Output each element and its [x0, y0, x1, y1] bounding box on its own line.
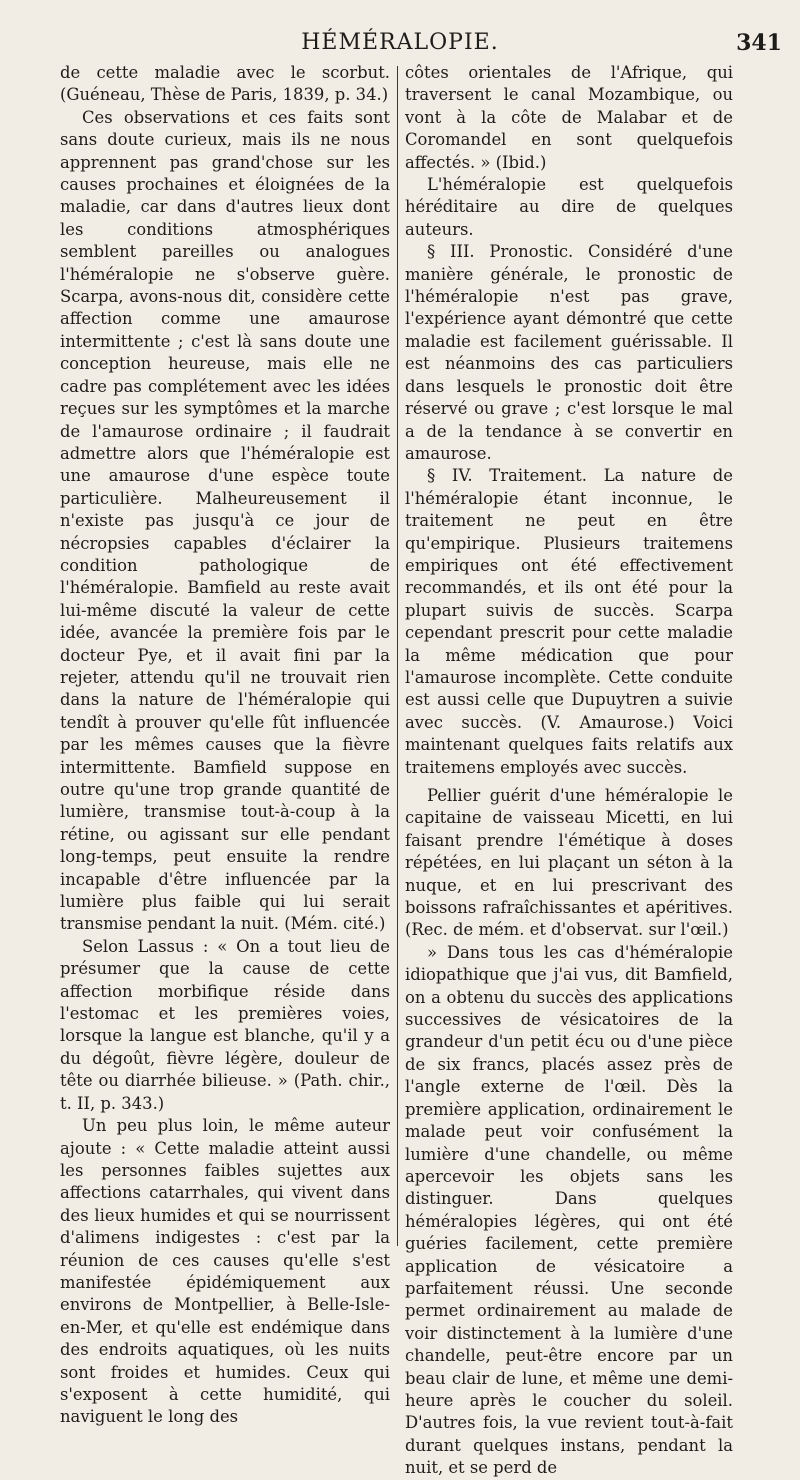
paragraph: Selon Lassus : « On a tout lieu de présumer que la cause de cette affection morbifique réside dans l'estomac et les premières voies, lorsque la langue est blanche, qu'il y a du dégoût, fièvre légère, douleur de tête ou diarrhée bilieuse. » (Path. chir., t. II, p. 343.): [60, 936, 390, 1113]
column-divider: [397, 66, 398, 1246]
right-column: [405, 62, 733, 1480]
section-pronostic: § III. Pronostic. Considéré d'une manière générale, le pronostic de l'héméralopie n'est pas grave, l'expérience ayant démontré que cette maladie est facilement guérissable. Il est néanmoins des cas particuliers dans lesquels le pronostic doit être réservé ou grave ; c'est lorsque le mal a de la tendance à se convertir en amaurose.: [405, 242, 733, 463]
paragraph: Ces observations et ces faits sont sans doute curieux, mais ils ne nous apprennent pas grand'chose sur les causes prochaines et éloignées de la maladie, car dans d'autres lieux dont les conditions atmosphériques semblent pareilles ou analogues l'héméralopie ne s'observe guère. Scarpa, avons-nous dit, considère cette affection comme une amaurose intermittente ; c'est là sans doute une conception heureuse, mais elle ne cadre pas complétement avec les idées reçues sur les symptômes et la marche de l'amaurose ordinaire ; il faudrait admettre alors que l'héméralopie est une amaurose d'une espèce toute particulière. Malheureusement il n'existe pas jusqu'à ce jour de nécropsies capables d'éclairer la condition pathologique de l'héméralopie. Bamfield au reste avait lui-même discuté la valeur de cette idée, avancée la première fois par le docteur Pye, et il avait fini par la rejeter, attendu qu'il ne trouvait rien dans la nature de l'héméralopie qui tendît à prouver qu'elle fût influencée par les mêmes causes que la fièvre intermittente. Bamfield suppose en outre qu'une trop grande quantité de lumière, transmise tout-à-coup à la rétine, ou agissant sur elle pendant long-temps, peut ensuite la rendre incapable d'être influencée par la lumière plus faible qui lui serait transmise pendant la nuit. (Mém. cité.): [60, 107, 390, 934]
paragraph: Pellier guérit d'une héméralopie le capitaine de vaisseau Micetti, en lui faisant prendre l'émétique à doses répétées, en lui plaçant un séton à la nuque, et en lui prescrivant des boissons rafraîchissantes et apéritives. (Rec. de mém. et d'observat. sur l'œil.): [405, 786, 733, 940]
paragraph: de cette maladie avec le scorbut. (Guéneau, Thèse de Paris, 1839, p. 34.): [60, 63, 390, 105]
page-header: [0, 30, 800, 60]
paragraph: L'héméralopie est quelquefois héréditaire au dire de quelques auteurs.: [405, 175, 733, 239]
quotation-paragraph: » Dans tous les cas d'héméralopie idiopathique que j'ai vus, dit Bamfield, on a obtenu du succès des applications successives de vésicatoires de la grandeur d'un petit écu ou d'une pièce de six francs, placés assez près de l'angle externe de l'œil. Dès la première application, ordinairement le malade peut voir confusément la lumière d'une chandelle, ou même apercevoir les objets sans les distinguer. Dans quelques héméralopies légères, qui ont été guéries facilement, cette première application de vésicatoire a parfaitement réussi. Une seconde permet ordinairement au malade de voir distinctement à la lumière d'une chandelle, peut-être encore par un beau clair de lune, et même une demi-heure après le coucher du soleil. D'autres fois, la vue revient tout-à-fait durant quelques instans, pendant la nuit, et se perd de: [405, 942, 733, 1478]
paragraph: Un peu plus loin, le même auteur ajoute : « Cette maladie atteint aussi les personnes faibles sujettes aux affections catarrhales, qui vivent dans des lieux humides et qui se nourrissent d'alimens indigestes : c'est par la réunion de ces causes qu'elle s'est manifestée épidémiquement aux environs de Montpellier, à Belle-Isle-en-Mer, et qu'elle est endémique dans des endroits aquatiques, où les nuits sont froides et humides. Ceux qui s'exposent à cette humidité, qui naviguent le long des: [60, 1116, 390, 1427]
section-traitement: § IV. Traitement. La nature de l'héméralopie étant inconnue, le traitement ne peut en être qu'empirique. Plusieurs traitemens empiriques ont été effectivement recommandés, et ils ont été pour la plupart suivis de succès. Scarpa cependant prescrit pour cette maladie la même médication que pour l'amaurose incomplète. Cette conduite est aussi celle que Dupuytren a suivie avec succès. (V. Amaurose.) Voici maintenant quelques faits relatifs aux traitemens employés avec succès.: [405, 466, 733, 777]
left-column: [60, 62, 390, 1429]
running-title: HÉMÉRALOPIE.: [301, 30, 499, 55]
page-number: 341: [736, 30, 782, 56]
paragraph: côtes orientales de l'Afrique, qui traversent le canal Mozambique, ou vont à la côte de Malabar et de Coromandel en sont quelquefois affectés. » (Ibid.): [405, 63, 733, 172]
